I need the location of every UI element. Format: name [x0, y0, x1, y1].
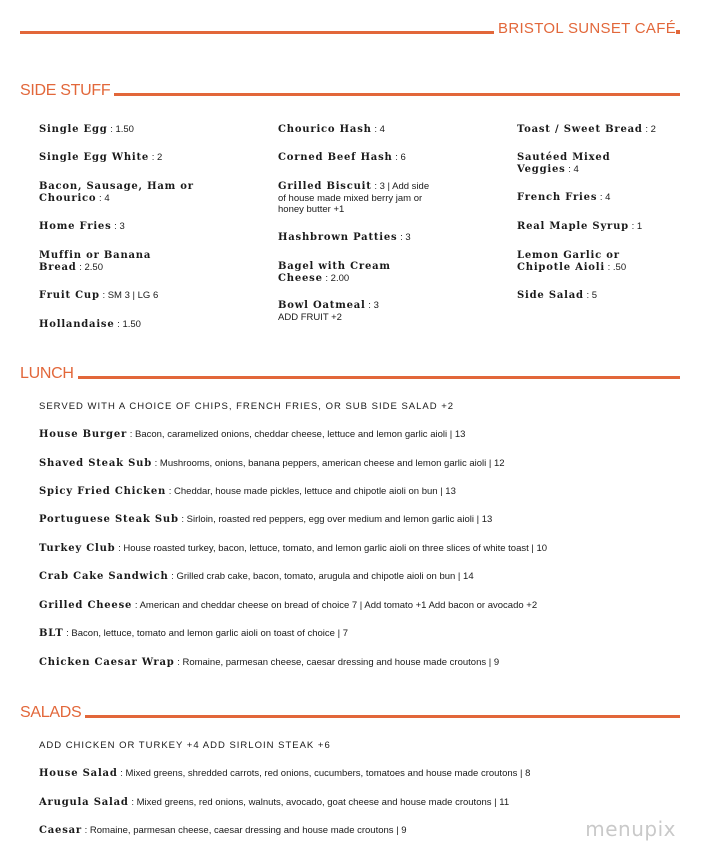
item-name: Chicken Caesar Wrap — [39, 657, 175, 668]
item-price: : 2 — [151, 152, 163, 163]
watermark: menupix — [585, 817, 676, 841]
item-name: Hollandaise — [39, 319, 115, 330]
side-item — [278, 232, 478, 244]
item-desc: : Bacon, caramelized onions, cheddar cheese, lettuce and lemon garlic aioli | 13 — [129, 429, 466, 440]
lunch-item — [39, 514, 699, 526]
item-price: : .50 — [607, 261, 627, 273]
item-price: : 1.50 — [117, 319, 141, 330]
item-name: Spicy Fried Chicken — [39, 486, 167, 497]
side-item — [39, 124, 239, 136]
side-item — [517, 124, 707, 136]
item-name: Caesar — [39, 825, 82, 836]
item-name: Home Fries — [39, 221, 112, 232]
side-item — [278, 152, 478, 164]
lunch-rule — [78, 376, 680, 379]
item-price: : 1.50 — [110, 124, 134, 135]
item-name: Crab Cake Sandwich — [39, 571, 169, 582]
side-item — [517, 221, 707, 233]
item-price: : 3 — [400, 232, 411, 243]
item-name: House Burger — [39, 429, 128, 440]
item-desc: : Bacon, lettuce, tomato and lemon garlic aioli on toast of choice | 7 — [66, 628, 348, 639]
item-name: Lemon Garlic or Chipotle Aioli — [517, 250, 620, 273]
item-name: Toast / Sweet Bread — [517, 124, 643, 135]
brand-title: BRISTOL SUNSET CAFÉ — [498, 20, 676, 37]
item-price: : 3 — [114, 221, 125, 232]
lunch-item — [39, 429, 699, 441]
item-name: Single Egg — [39, 124, 108, 135]
side-item — [278, 300, 478, 323]
item-desc: : Mixed greens, shredded carrots, red onions, cucumbers, tomatoes and house made croutons | 8 — [120, 768, 531, 779]
side-item — [517, 250, 657, 273]
side-item — [517, 192, 707, 204]
lunch-item — [39, 543, 699, 555]
item-name: Single Egg White — [39, 152, 150, 163]
item-name: BLT — [39, 628, 64, 639]
item-price: : 2 — [645, 124, 656, 135]
item-price: : 4 — [568, 163, 579, 175]
salad-item — [39, 768, 699, 780]
item-name: Shaved Steak Sub — [39, 458, 152, 469]
side-item — [39, 290, 239, 302]
side-section-title: SIDE STUFF — [20, 82, 114, 100]
lunch-item — [39, 458, 699, 470]
item-price: : 3 | Add side of house made mixed berry jam or honey butter +1 — [278, 181, 430, 215]
side-item — [39, 319, 239, 331]
item-desc: : Romaine, parmesan cheese, caesar dressing and house made croutons | 9 — [84, 825, 407, 836]
item-desc: : Sirloin, roasted red peppers, egg over medium and lemon garlic aioli | 13 — [181, 514, 493, 525]
item-name: Fruit Cup — [39, 290, 100, 301]
item-name: Sautéed Mixed Veggies — [517, 152, 611, 175]
item-price: : 4 — [99, 192, 110, 204]
item-extra: ADD FRUIT +2 — [278, 311, 342, 323]
salads-rule — [82, 715, 680, 718]
item-price: : 6 — [395, 152, 406, 163]
item-price: : 3 — [368, 300, 379, 311]
item-desc: : Cheddar, house made pickles, lettuce and chipotle aioli on bun | 13 — [168, 486, 456, 497]
side-item — [39, 181, 209, 204]
item-name: House Salad — [39, 768, 118, 779]
item-name: Bowl Oatmeal — [278, 300, 366, 311]
lunch-item — [39, 486, 699, 498]
item-price: : 4 — [599, 192, 611, 203]
lunch-item — [39, 657, 699, 669]
side-item — [39, 221, 239, 233]
item-name: Turkey Club — [39, 543, 116, 554]
lunch-item — [39, 628, 699, 640]
item-name: Side Salad — [517, 290, 584, 301]
item-desc: : American and cheddar cheese on bread of choice 7 | Add tomato +1 Add bacon or avocado +2 — [134, 600, 538, 611]
side-item — [278, 124, 478, 136]
item-price: : 2.50 — [79, 261, 103, 273]
item-name: Muffin or Banana Bread — [39, 250, 152, 273]
salads-note: ADD CHICKEN OR TURKEY +4 ADD SIRLOIN STEAK +6 — [39, 740, 331, 751]
item-desc: : Mixed greens, red onions, walnuts, avocado, goat cheese and house made croutons | 11 — [131, 797, 510, 808]
item-name: Corned Beef Hash — [278, 152, 393, 163]
header-rule — [20, 31, 494, 34]
item-name: Hashbrown Patties — [278, 232, 398, 243]
side-rule — [108, 93, 680, 96]
item-price: : 2.00 — [325, 272, 350, 284]
item-price: : 1 — [631, 221, 643, 232]
lunch-section-title: LUNCH — [20, 365, 78, 383]
salads-section-title: SALADS — [20, 704, 85, 722]
lunch-item — [39, 571, 699, 583]
item-price: : 5 — [586, 290, 598, 301]
item-name: French Fries — [517, 192, 598, 203]
side-item — [278, 181, 438, 216]
side-item — [517, 290, 707, 302]
item-desc: : Mushrooms, onions, banana peppers, american cheese and lemon garlic aioli | 12 — [154, 458, 505, 469]
item-name: Portuguese Steak Sub — [39, 514, 179, 525]
side-item — [278, 261, 428, 284]
lunch-item — [39, 600, 699, 612]
item-price: : SM 3 | LG 6 — [102, 290, 159, 301]
item-name: Bagel with Cream Cheese — [278, 261, 391, 284]
item-name: Real Maple Syrup — [517, 221, 629, 232]
item-name: Bacon, Sausage, Ham or Chourico — [39, 181, 194, 204]
item-desc: : Grilled crab cake, bacon, tomato, arugula and chipotle aioli on bun | 14 — [171, 571, 474, 582]
item-name: Grilled Biscuit — [278, 181, 372, 192]
side-item — [39, 152, 239, 164]
side-item — [517, 152, 647, 175]
item-name: Arugula Salad — [39, 797, 129, 808]
item-desc: : House roasted turkey, bacon, lettuce, tomato, and lemon garlic aioli on three slices of white toast | 10 — [118, 543, 548, 554]
item-desc: : Romaine, parmesan cheese, caesar dressing and house made croutons | 9 — [177, 657, 500, 668]
lunch-note: SERVED WITH A CHOICE OF CHIPS, FRENCH FRIES, OR SUB SIDE SALAD +2 — [39, 401, 455, 412]
side-item — [39, 250, 189, 273]
item-name: Grilled Cheese — [39, 600, 133, 611]
item-name: Chourico Hash — [278, 124, 372, 135]
brand-dot — [676, 30, 680, 34]
item-price: : 4 — [374, 124, 385, 135]
salad-item — [39, 797, 699, 809]
